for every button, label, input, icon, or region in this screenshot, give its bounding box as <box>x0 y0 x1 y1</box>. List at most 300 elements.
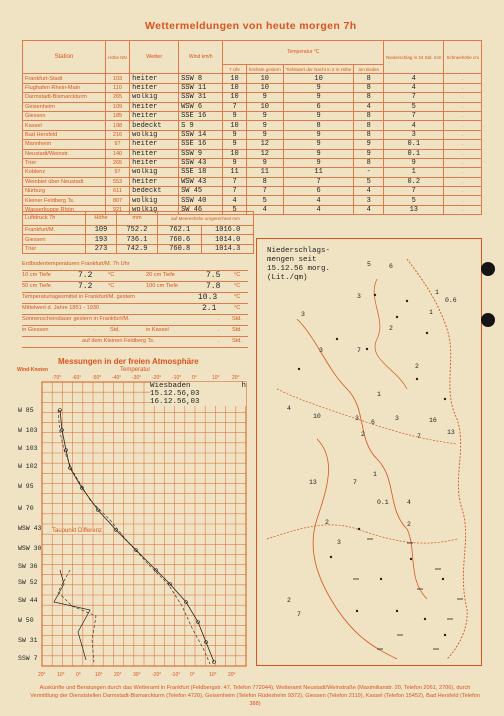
cell-snow: . <box>444 74 482 83</box>
map-precip-value: 4 <box>287 405 291 412</box>
table-row <box>23 196 482 205</box>
pressure-cell-red: 760.8 <box>158 244 202 253</box>
map-precip-value: 5 <box>367 261 371 268</box>
station-dot <box>442 578 444 580</box>
cell-wetter: wolkig <box>130 168 179 177</box>
cell-wind: SSW 31 <box>179 93 223 102</box>
map-legend <box>267 247 330 283</box>
soil-value: 7.2 <box>78 271 93 280</box>
cell-wind: SSE 16 <box>179 140 223 149</box>
pressure-col-red-label: auf Meereshöhe umgerechnet mm <box>171 216 240 221</box>
cell-wind: SSE 18 <box>179 168 223 177</box>
station-dot <box>396 316 398 318</box>
pressure-col-reduced <box>158 212 254 226</box>
map-precip-value: 1 <box>429 309 433 316</box>
cell-wetter: heiter <box>130 149 179 158</box>
soil-unit: Std. <box>110 327 120 333</box>
station-dot <box>444 398 446 400</box>
map-precip-value: 2 <box>287 597 291 604</box>
bottom-tick: -20° <box>152 672 162 678</box>
cell-wetter: heiter <box>130 102 179 111</box>
col-tboden: am Boden <box>354 65 384 74</box>
cell-hoehe: 110 <box>105 83 129 92</box>
soil-label: 100 cm Tiefe <box>146 283 179 289</box>
cell-snow: . <box>444 111 482 120</box>
wind-level-label: W 95 <box>18 483 34 490</box>
cell-t7: 7 <box>223 177 246 186</box>
map-precip-value: 13 <box>309 479 317 486</box>
cell-tmax: 10 <box>246 83 283 92</box>
soil-row-5 <box>22 315 248 326</box>
soil-unit: °C <box>108 283 115 289</box>
col-rain: Niederschlag in 24 Std. mm <box>384 41 444 74</box>
pressure-cell-hoehe: 109 <box>86 226 117 235</box>
soil-value: 7.8 <box>206 282 221 291</box>
soil-label: 10 cm Tiefe <box>22 272 51 278</box>
cell-hoehe: 198 <box>105 121 129 130</box>
cell-tmax: 12 <box>246 149 283 158</box>
cell-snow: . <box>444 187 482 196</box>
bottom-tick: 10° <box>95 672 103 678</box>
soil-unit: Std. <box>232 338 242 344</box>
cell-tboden: 4 <box>354 205 384 214</box>
cell-hoehe: 216 <box>105 130 129 139</box>
map-precip-value: 7 <box>417 433 421 440</box>
cell-t7: 10 <box>223 83 246 92</box>
cell-tboden: 8 <box>354 111 384 120</box>
cell-station: Wasserkuppe Rhön <box>23 205 106 214</box>
cell-rain: 7 <box>384 93 444 102</box>
soil-label: in Kassel <box>146 327 169 333</box>
top-tick: 20° <box>232 375 240 381</box>
cell-tmin: 9 <box>283 93 354 102</box>
cell-station: Giessen <box>23 111 106 120</box>
soil-unit: °C <box>234 283 241 289</box>
cell-wetter: heiter <box>130 74 179 83</box>
river-line <box>297 319 427 599</box>
soil-value: 7.5 <box>206 271 221 280</box>
soil-value: . <box>218 316 220 322</box>
cell-snow: . <box>444 149 482 158</box>
taupunkt-label: Taupunkt Differenz <box>52 528 102 534</box>
cell-hoehe: 265 <box>105 93 129 102</box>
soil-row-4 <box>22 304 248 315</box>
top-tick: -40° <box>112 375 122 381</box>
cell-tmax: 11 <box>246 168 283 177</box>
cell-wind: SW 45 <box>179 187 223 196</box>
table-row <box>23 187 482 196</box>
table-row <box>23 158 482 167</box>
map-precip-value: 1 <box>435 289 439 296</box>
precipitation-map <box>256 238 482 666</box>
cell-tboden: 3 <box>354 196 384 205</box>
cell-station: Darmstadt-Bismarckturm <box>23 93 106 102</box>
station-dot <box>374 294 376 296</box>
col-wetter: Wetter <box>130 41 179 74</box>
cell-t7: 10 <box>223 93 246 102</box>
cell-tmin: 9 <box>283 140 354 149</box>
cell-rain: 4 <box>384 121 444 130</box>
cell-wind: S 9 <box>179 121 223 130</box>
cell-rain: 5 <box>384 102 444 111</box>
cell-station: Bad Hersfeld <box>23 130 106 139</box>
soil-label: Temperaturtagesmittel in Frankfurt/M. gestern <box>22 294 136 300</box>
cell-tboden: 5 <box>354 177 384 186</box>
soil-row-7 <box>22 337 248 348</box>
cell-t7: 9 <box>223 111 246 120</box>
cell-hoehe: 265 <box>105 158 129 167</box>
pressure-cell-red: 762.1 <box>158 226 202 235</box>
map-precip-value: 3 <box>395 415 399 422</box>
temp-label: Temperatur <box>120 367 151 373</box>
table-row <box>23 102 482 111</box>
cell-tmin: 4 <box>283 196 354 205</box>
cell-rain: 0.1 <box>384 140 444 149</box>
wind-level-label: W 103 <box>18 445 38 452</box>
cell-rain: 3 <box>384 130 444 139</box>
station-dot <box>336 338 338 340</box>
river-line <box>374 279 407 389</box>
cell-tmin: 9 <box>283 83 354 92</box>
pressure-cell-station: Trier <box>23 244 86 253</box>
cell-tmin: 9 <box>283 158 354 167</box>
stamp-h: h <box>241 382 246 390</box>
aerology-chart <box>0 370 256 682</box>
cell-wetter: wolkig <box>130 93 179 102</box>
cell-tboden: 8 <box>354 93 384 102</box>
bottom-tick: 20° <box>114 672 122 678</box>
cell-tmin: 9 <box>283 130 354 139</box>
soil-row-2 <box>22 282 248 293</box>
cell-wetter: bedeckt <box>130 121 179 130</box>
cell-tmax: 9 <box>246 158 283 167</box>
col-tmax: höchste gestern <box>246 65 283 74</box>
cell-snow: . <box>444 177 482 186</box>
wind-level-label: WSW 43 <box>18 525 42 532</box>
cell-rain: 0.2 <box>384 177 444 186</box>
punch-hole <box>481 262 495 276</box>
cell-t7: 9 <box>223 158 246 167</box>
pressure-cell-mb: 1016.0 <box>202 226 254 235</box>
station-dot <box>396 610 398 612</box>
cell-tmin: 8 <box>283 121 354 130</box>
map-precip-value: 0.1 <box>377 499 389 506</box>
cell-t7: 10 <box>223 74 246 83</box>
map-precip-value: 7 <box>357 347 361 354</box>
cell-t7: 9 <box>223 130 246 139</box>
cell-hoehe: 611 <box>105 187 129 196</box>
soil-row-6 <box>22 326 248 337</box>
punch-hole <box>481 313 495 327</box>
table-row <box>23 121 482 130</box>
col-hoehe: Höhe NN <box>105 41 129 74</box>
map-date: 15.12.56 morg. <box>267 265 331 273</box>
table-row <box>23 177 482 186</box>
cell-rain: 9 <box>384 158 444 167</box>
pressure-col-mm: mm <box>117 212 158 226</box>
table-row <box>23 235 254 244</box>
wind-level-label: SW 52 <box>18 579 38 586</box>
pressure-cell-station: Frankfurt/M. <box>23 226 86 235</box>
stamp-time-2: 16.12.56,03 <box>150 398 200 406</box>
bottom-tick: 20° <box>228 672 236 678</box>
soil-label: auf dem Kleinen Feldberg Ts. <box>82 338 155 344</box>
map-precip-value: 4 <box>407 499 411 506</box>
cell-tboden: 8 <box>354 158 384 167</box>
cell-tboden: - <box>354 168 384 177</box>
cell-station: Koblenz <box>23 168 106 177</box>
cell-tboden: 8 <box>354 74 384 83</box>
cell-rain: 7 <box>384 187 444 196</box>
soil-value: . <box>218 338 220 344</box>
pressure-cell-hoehe: 273 <box>86 244 117 253</box>
map-precip-value: 3 <box>337 539 341 546</box>
wind-level-label: W 102 <box>18 463 38 470</box>
cell-station: Weinbiet über Neustadt <box>23 177 106 186</box>
cell-tmax: 9 <box>246 111 283 120</box>
pressure-cell-mb: 1014.3 <box>202 244 254 253</box>
soil-unit: °C <box>234 294 241 300</box>
cell-tmin: 10 <box>283 74 354 83</box>
table-row <box>23 244 254 253</box>
cell-t7: 7 <box>223 187 246 196</box>
soil-label: in Giessen <box>22 327 49 333</box>
cell-tmin: 9 <box>283 149 354 158</box>
cell-tmax: 9 <box>246 93 283 102</box>
cell-tmax: 12 <box>246 140 283 149</box>
cell-tboden: 8 <box>354 83 384 92</box>
col-station: Station <box>23 41 106 74</box>
cell-t7: 10 <box>223 121 246 130</box>
soil-value: 7.2 <box>78 282 93 291</box>
bottom-tick: 10° <box>57 672 65 678</box>
bottom-tick: 20° <box>38 672 46 678</box>
cell-t7: 11 <box>223 168 246 177</box>
col-wind: Wind km/h <box>179 41 223 74</box>
col-t7: 7 Uhr <box>223 65 246 74</box>
cell-wind: SSW 40 <box>179 196 223 205</box>
cell-snow: . <box>444 196 482 205</box>
wind-level-label: SW 31 <box>18 637 38 644</box>
table-row <box>23 168 482 177</box>
soil-header-text: Erdbodentemperaturen Frankfurt/M. 7h Uhr <box>22 261 130 267</box>
pressure-cell-mm: 742.9 <box>117 244 158 253</box>
cell-station: Trier <box>23 158 106 167</box>
map-title-2: mengen seit <box>267 256 317 264</box>
cell-hoehe: 109 <box>105 102 129 111</box>
cell-tboden: 9 <box>354 149 384 158</box>
cell-snow: . <box>444 102 482 111</box>
stamp-station-text: Wiesbaden <box>150 382 191 390</box>
cell-hoehe: 807 <box>105 196 129 205</box>
station-weather-table <box>22 40 482 215</box>
bottom-tick: 0° <box>76 672 81 678</box>
cell-tmax: 9 <box>246 130 283 139</box>
map-precip-value: 2 <box>389 325 393 332</box>
aerology-title: Messungen in der freien Atmosphäre <box>58 357 199 366</box>
cell-tboden: 9 <box>354 140 384 149</box>
soil-value: 10.3 <box>198 293 218 302</box>
page-title: Wettermeldungen von heute morgen 7h <box>145 20 357 32</box>
cell-rain: 7 <box>384 111 444 120</box>
bottom-tick: 0° <box>190 672 195 678</box>
col-tmin: Tiefstwert der Nacht in 2 m Höhe <box>283 65 354 74</box>
map-precip-value: 7 <box>297 611 301 618</box>
soil-unit: Std. <box>232 327 242 333</box>
cell-station: Flughafen Rhein-Main <box>23 83 106 92</box>
cell-tmin: 4 <box>283 205 354 214</box>
cell-t7: 4 <box>223 196 246 205</box>
cell-hoehe: 103 <box>105 74 129 83</box>
cell-tmax: 8 <box>246 177 283 186</box>
cell-t7: 9 <box>223 140 246 149</box>
map-precip-value: 13 <box>447 429 455 436</box>
cell-wind: SSW 43 <box>179 158 223 167</box>
map-precip-value: 6 <box>389 263 393 270</box>
bottom-tick: -10° <box>171 672 181 678</box>
cell-hoehe: 185 <box>105 111 129 120</box>
cell-wind: SSW 8 <box>179 74 223 83</box>
cell-wind: SSE 16 <box>179 111 223 120</box>
col-snow: Schneehöhe cm <box>444 41 482 74</box>
river-line <box>313 439 397 659</box>
soil-label: 20 cm Tiefe <box>146 272 175 278</box>
cell-tmax: 4 <box>246 205 283 214</box>
cell-station: Neustadt/Weinstr. <box>23 149 106 158</box>
bottom-tick: 30° <box>133 672 141 678</box>
cell-rain: 4 <box>384 74 444 83</box>
station-dot <box>356 610 358 612</box>
pressure-cell-hoehe: 193 <box>86 235 117 244</box>
soil-unit: °C <box>108 272 115 278</box>
wind-level-label: W 85 <box>18 407 34 414</box>
cell-tmax: 9 <box>246 121 283 130</box>
station-dot <box>410 558 412 560</box>
cell-snow: . <box>444 158 482 167</box>
cell-snow: . <box>444 130 482 139</box>
table-row <box>23 149 482 158</box>
cell-hoehe: 553 <box>105 177 129 186</box>
map-precip-value: 1 <box>377 391 381 398</box>
station-dot <box>298 368 300 370</box>
map-precip-value: 3 <box>301 311 305 318</box>
cell-tboden: 4 <box>354 187 384 196</box>
cell-tmax: 10 <box>246 102 283 111</box>
wind-level-label: SW 44 <box>18 597 38 604</box>
station-dot <box>380 578 382 580</box>
cell-tboden: 4 <box>354 102 384 111</box>
station-dot <box>444 634 446 636</box>
cell-tmin: 7 <box>283 177 354 186</box>
map-precip-value: 3 <box>357 293 361 300</box>
top-tick: -60° <box>72 375 82 381</box>
cell-wetter: bedeckt <box>130 187 179 196</box>
top-tick: -10° <box>172 375 182 381</box>
soil-unit: Std. <box>232 316 242 322</box>
cell-hoehe: 921 <box>105 205 129 214</box>
cell-wetter: wolkig <box>130 196 179 205</box>
wind-level-label: W 70 <box>18 505 34 512</box>
top-tick: -70° <box>52 375 62 381</box>
map-unit: (Lit./qm) <box>267 274 308 282</box>
top-tick: -20° <box>152 375 162 381</box>
station-dot <box>406 300 408 302</box>
cell-hoehe: 97 <box>105 140 129 149</box>
table-row <box>23 226 254 235</box>
table-row <box>23 111 482 120</box>
soil-unit: °C <box>234 305 241 311</box>
cell-wetter: heiter <box>130 111 179 120</box>
cell-tboden: 8 <box>354 121 384 130</box>
cell-tmax: 5 <box>246 196 283 205</box>
pressure-col-label: Luftdruck 7h <box>23 212 86 226</box>
top-tick: -30° <box>132 375 142 381</box>
pressure-cell-mm: 752.2 <box>117 226 158 235</box>
map-precip-value: 2 <box>325 519 329 526</box>
cell-tmin: 6 <box>283 102 354 111</box>
aerology-stamp <box>150 382 246 406</box>
pressure-cell-mb: 1014.0 <box>202 235 254 244</box>
cell-wind: WSW 43 <box>179 177 223 186</box>
cell-tmin: 6 <box>283 187 354 196</box>
border-line <box>267 525 457 543</box>
station-dot <box>424 618 426 620</box>
soil-label: Sonnenscheindauer gestern in Frankfurt/M. <box>22 316 130 322</box>
map-precip-value: 3 <box>355 415 359 422</box>
cell-station: Nürburg <box>23 187 106 196</box>
cell-rain: 13 <box>384 205 444 214</box>
map-precip-value: 0.6 <box>445 297 457 304</box>
soil-row-1 <box>22 271 248 282</box>
map-precip-value: 7 <box>353 479 357 486</box>
cell-wind: SSW 14 <box>179 130 223 139</box>
station-dot <box>416 378 418 380</box>
cell-t7: 7 <box>223 102 246 111</box>
soil-unit: °C <box>234 272 241 278</box>
wind-level-label: W 50 <box>18 617 34 624</box>
bottom-tick: 10° <box>209 672 217 678</box>
soil-header <box>22 260 248 271</box>
soil-value: . <box>94 327 96 333</box>
cell-wetter: heiter <box>130 140 179 149</box>
cell-wetter: wolkig <box>130 205 179 214</box>
map-precip-value: 2 <box>407 521 411 528</box>
table-row <box>23 140 482 149</box>
cell-snow: . <box>444 140 482 149</box>
station-dot <box>358 528 360 530</box>
col-temp-group: Temperatur °C <box>223 41 384 65</box>
cell-t7: 5 <box>223 205 246 214</box>
cell-station: Kleiner Feldberg Ts. <box>23 196 106 205</box>
cell-tmax: 7 <box>246 187 283 196</box>
cell-station: Geisenheim <box>23 102 106 111</box>
map-precip-value: 16 <box>429 417 437 424</box>
cell-snow: . <box>444 93 482 102</box>
footer-info: Auskünfte und Beratungen durch das Wetteramt in Frankfurt (Feldbergstr. 47, Telefon 772044), Wetteramt Neustadt/Weinstraße (Maximilianstr. 20, Telefon 2061, 2706), durch Vermittlung der Dienststellen Darmstadt-Bismarckturm (Telefon 4720), Geisenheim (Telefon Rüdesheim 9372), Giessen (Telefon 2119), Kassel (Telefon 15452), Bad Hersfeld (Telefon 388) <box>30 685 480 707</box>
soil-value: 2.1 <box>202 304 217 313</box>
stamp-time-1: 15.12.56,03 <box>150 390 200 398</box>
cell-station: Mannheim <box>23 140 106 149</box>
pressure-cell-station: Giessen <box>23 235 86 244</box>
top-tick: 0° <box>192 375 197 381</box>
station-dot <box>366 348 368 350</box>
wind-level-label: WSW 30 <box>18 545 42 552</box>
map-title-1: Niederschlags- <box>267 247 331 255</box>
cell-rain: 0.1 <box>384 149 444 158</box>
table-row <box>23 83 482 92</box>
wind-level-label: SW 36 <box>18 563 38 570</box>
pressure-col-hoehe: Höhe <box>86 212 117 226</box>
